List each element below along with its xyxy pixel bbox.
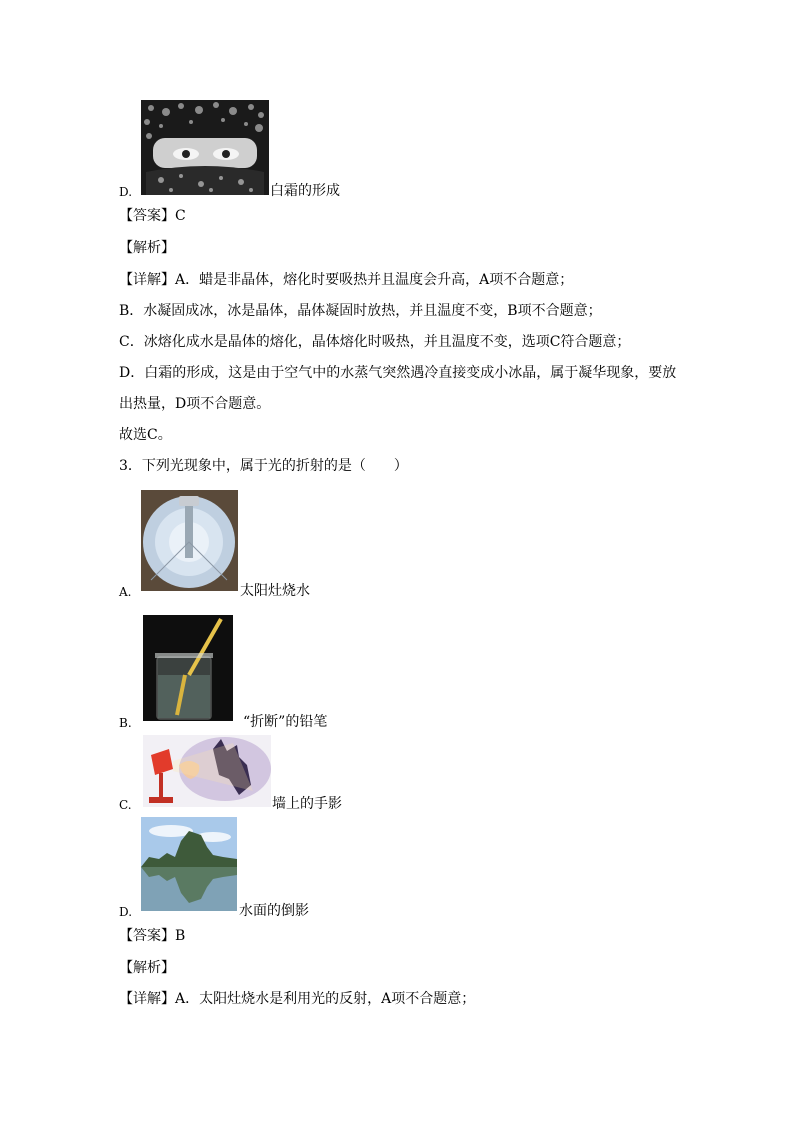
option-a-text: 太阳灶烧水 — [240, 583, 310, 599]
q3-stem: 3．下列光现象中，属于光的折射的是（ ） — [119, 458, 408, 474]
option-a-label: A. — [119, 585, 132, 599]
option-c-label: C. — [119, 798, 132, 812]
option-c-text: 墙上的手影 — [272, 796, 342, 812]
q2-choice: 故选C。 — [119, 427, 172, 443]
q2-detail-line-2: B．水凝固成冰，冰是晶体，晶体凝固时放热，并且温度不变，B项不合题意； — [119, 303, 602, 319]
q3-answer: 【答案】B — [119, 928, 186, 944]
q3-analysis-heading: 【解析】 — [119, 960, 175, 976]
pencil-in-water-photo — [143, 615, 233, 721]
solar-cooker-photo — [141, 490, 238, 591]
q2-detail-line-5: 出热量，D项不合题意。 — [119, 396, 271, 412]
q3-detail-line-1: 【详解】A．太阳灶烧水是利用光的反射，A项不合题意； — [119, 991, 476, 1007]
option-d-label: D. — [119, 185, 133, 199]
option-b-text: “折断”的铅笔 — [243, 714, 328, 730]
hand-shadow-photo — [143, 735, 271, 807]
option-d-label: D. — [119, 905, 133, 919]
option-b-label: B. — [119, 716, 132, 730]
option-d-text: 水面的倒影 — [239, 903, 309, 919]
q2-detail-line-1: 【详解】A．蜡是非晶体，熔化时要吸热并且温度会升高，A项不合题意； — [119, 272, 574, 288]
q2-analysis-heading: 【解析】 — [119, 240, 175, 256]
q2-detail-line-3: C．冰熔化成水是晶体的熔化，晶体熔化时吸热，并且温度不变，选项C符合题意； — [119, 334, 631, 350]
frost-face-photo — [141, 100, 269, 195]
q2-detail-line-4: D．白霜的形成，这是由于空气中的水蒸气突然遇冷直接变成小冰晶，属于凝华现象，要放 — [119, 365, 677, 381]
option-d-text: 白霜的形成 — [270, 183, 340, 199]
water-reflection-photo — [141, 817, 237, 911]
q2-answer: 【答案】C — [119, 208, 186, 224]
